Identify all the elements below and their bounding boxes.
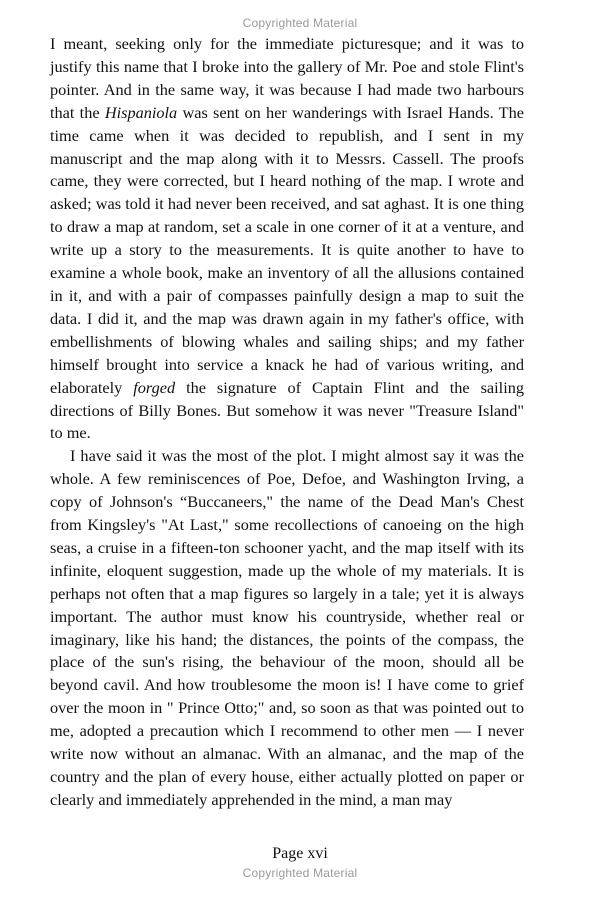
copyright-watermark-top: Copyrighted Material [242, 16, 358, 30]
copyright-watermark-bottom: Copyrighted Material [242, 866, 358, 880]
text-segment: I have said it was the most of the plot. I might almost say it was the whole. A few reminiscences of Poe, Defoe, and Washington Irving, a copy of Johnson's “Buccaneers," the name of the Dead Man's Chest from Kingsley's "At Last," some recollections of canoeing on the high seas, a cruise in a fifteen-ton schooner yacht, and the map itself with its infinite, eloquent suggestion, made up the whole of my materials. It is perhaps not often that a map figures so largely in a tale; yet it is always important. The author must know his countryside, whether real or imaginary, like his hand; the distances, the points of the compass, the place of the sun's rising, the behaviour of the moon, should all be beyond cavil. And how troublesome the moon is! I have come to grief over the moon in " Prince Otto;" and, so soon as that was pointed out to me, adopted a precaution which I recommend to other men — I never write now without an almanac. With an almanac, and the map of the country and the plan of every house, either actually plotted on paper or clearly and immediately apprehended in the mind, a man may [50, 446, 524, 809]
text-segment: the signature of Captain Flint and the sailing directions of Billy Bones. But somehow it was never "Treasure Island" to me. [50, 377, 525, 443]
page-body-text [50, 33, 524, 812]
paragraph [50, 445, 524, 812]
italic-ship-name: Hispaniola [104, 102, 178, 122]
paragraph [50, 33, 524, 445]
italic-word: forged [133, 377, 176, 397]
text-segment: I meant, seeking only for the immediate picturesque; and it was to justify this name that I broke into the gallery of Mr. Poe and stole Flint's pointer. And in the same way, it was because I had made two harbours that the [50, 34, 524, 122]
page-number: Page xvi [272, 845, 328, 862]
text-segment: was sent on her wanderings with Israel Hands. The time came when it was decided to republish, and I sent in my manuscript and the map along with it to Messrs. Cassell. The proofs came, they were corrected, but I heard nothing of the map. I wrote and asked; was told it had never been received, and sat aghast. It is one thing to draw a map at random, set a scale in one corner of it at a venture, and write up a story to the measurements. It is quite another to have to examine a whole book, make an inventory of all the allusions contained in it, and with a pair of compasses painfully design a map to suit the data. I did it, and the map was drawn again in my father's office, with embellishments of blowing whales and sailing ships; and my father himself brought into service a knack he had of various writing, and elaborately [50, 102, 524, 397]
